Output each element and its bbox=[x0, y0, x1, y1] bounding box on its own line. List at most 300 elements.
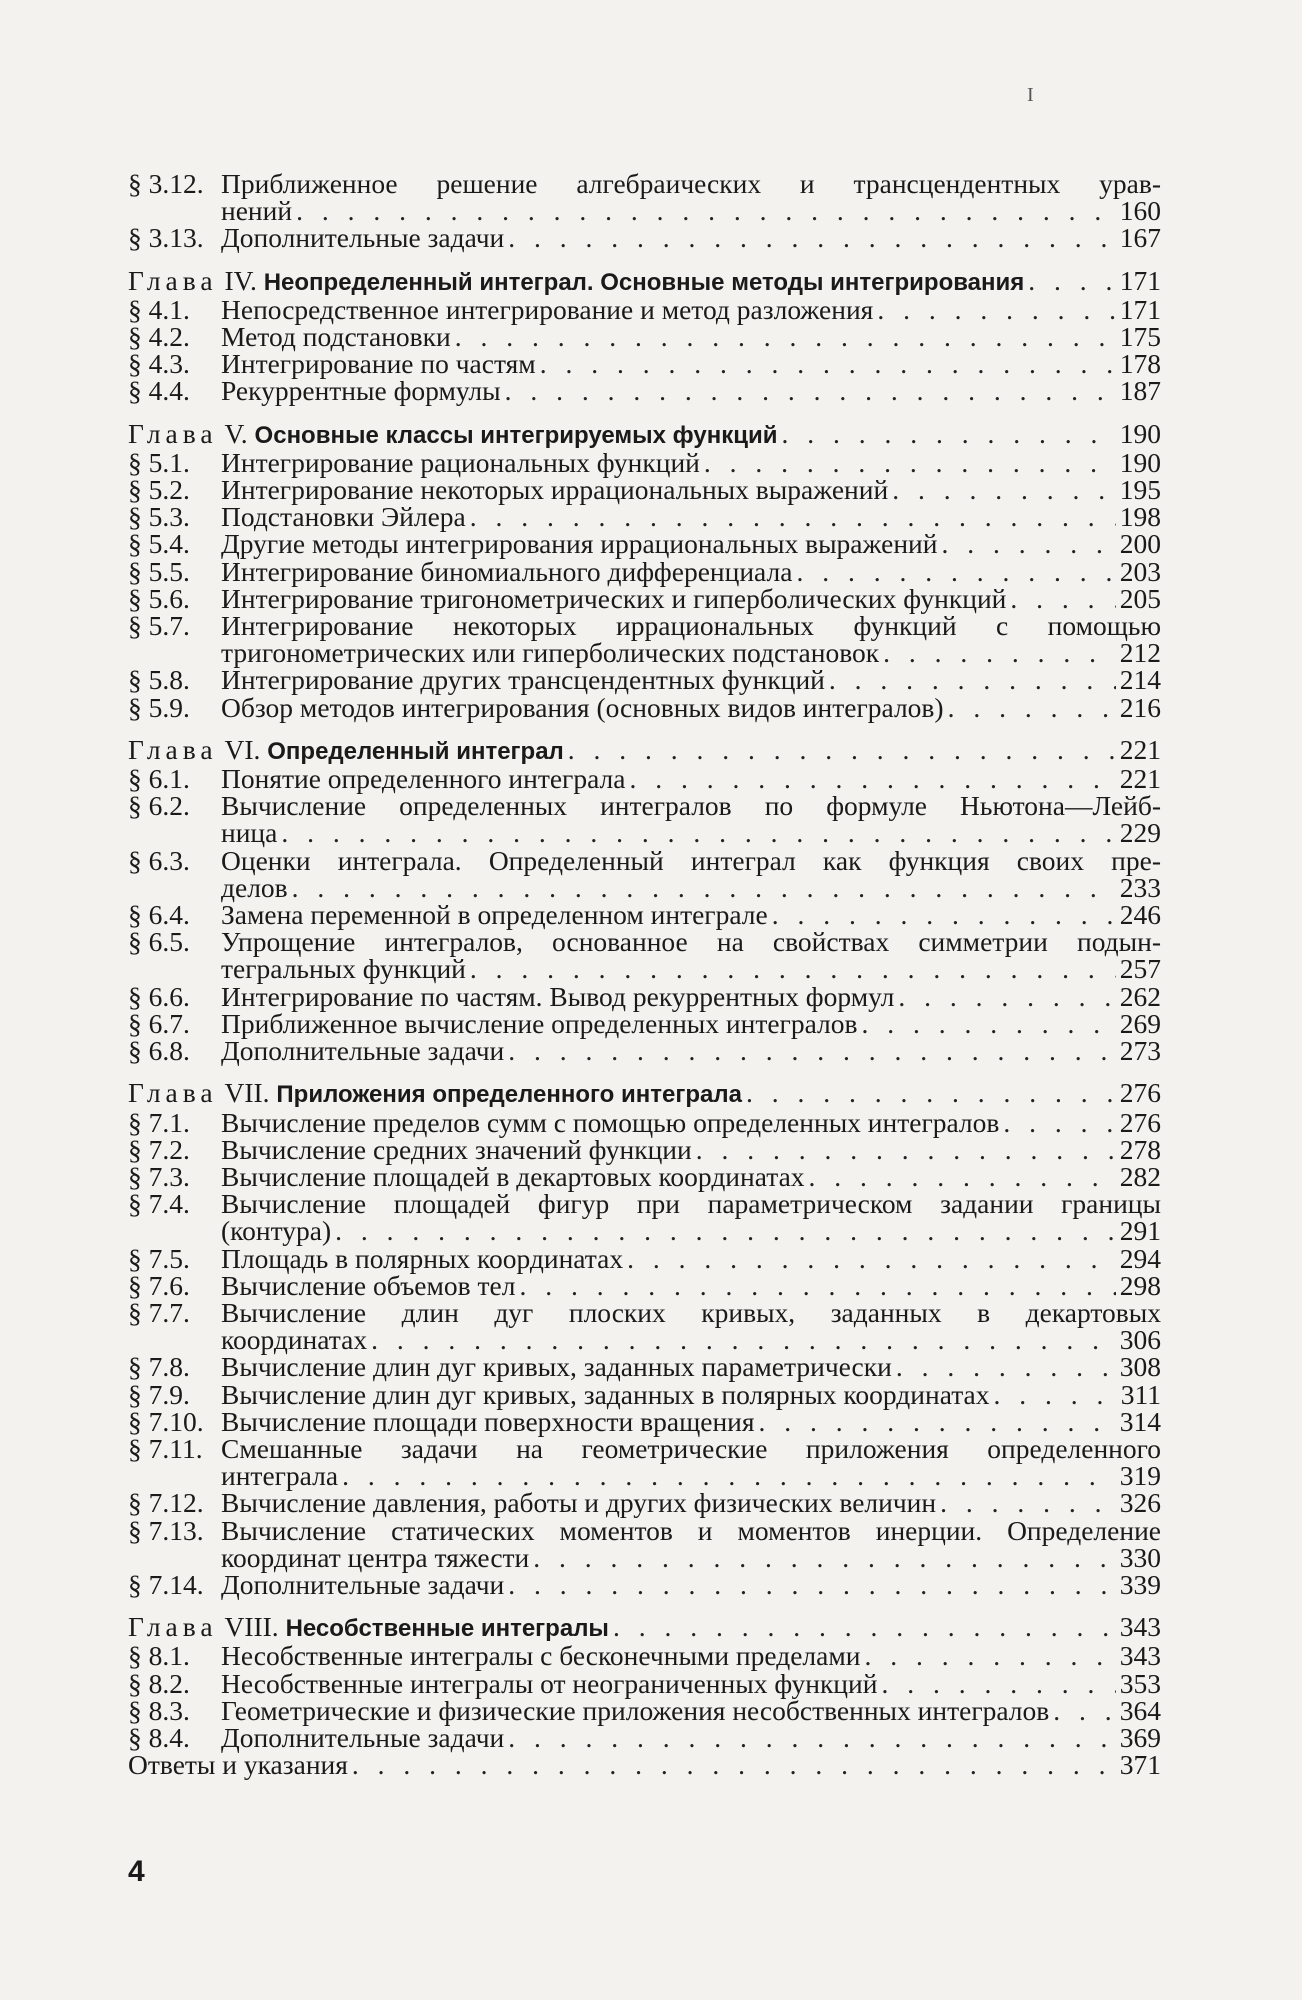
toc-entry bbox=[128, 790, 1161, 849]
answers-entry bbox=[128, 1749, 1161, 1781]
dot-leader bbox=[862, 1010, 1116, 1037]
section-body bbox=[221, 582, 1161, 614]
section-number: § 6.6. bbox=[128, 980, 190, 1012]
section-number: § 7.1. bbox=[128, 1106, 190, 1138]
toc-entry bbox=[128, 446, 1161, 478]
chapter-label: Глава bbox=[128, 1077, 218, 1109]
section-body bbox=[221, 1007, 1161, 1039]
section-line bbox=[221, 1568, 1161, 1600]
dot-leader bbox=[281, 819, 1115, 846]
section-body bbox=[221, 1269, 1161, 1301]
section-body bbox=[221, 1487, 1161, 1519]
dot-leader bbox=[940, 1489, 1116, 1516]
section-number: § 7.12. bbox=[128, 1487, 204, 1519]
section-title: Приближенное решение алгебраических и трансцендентных урав- bbox=[221, 168, 1161, 199]
section-line bbox=[221, 899, 1161, 931]
section-number: § 8.2. bbox=[128, 1667, 190, 1699]
section-body bbox=[221, 763, 1161, 795]
chapter-title-line bbox=[128, 733, 564, 765]
page-ref: 257 bbox=[1119, 953, 1161, 985]
toc-entry bbox=[128, 582, 1161, 614]
section-title: координатах bbox=[221, 1324, 368, 1356]
section-number: § 4.1. bbox=[128, 293, 190, 325]
dot-leader bbox=[292, 874, 1116, 901]
section-number: § 7.9. bbox=[128, 1378, 190, 1410]
section-body bbox=[221, 555, 1161, 587]
dot-leader bbox=[508, 1724, 1116, 1751]
section-body bbox=[221, 446, 1161, 478]
dot-leader bbox=[829, 666, 1116, 693]
toc-entry bbox=[128, 1667, 1161, 1699]
section-body bbox=[221, 1351, 1161, 1383]
section-title: Интегрирование по частям. Вывод рекуррентных формул bbox=[221, 980, 895, 1012]
section-number: § 7.8. bbox=[128, 1351, 190, 1383]
chapter-title-line bbox=[128, 1079, 742, 1108]
section-line bbox=[221, 1296, 1161, 1328]
chapter-label: Глава bbox=[128, 417, 218, 449]
toc-entry bbox=[128, 321, 1161, 353]
section-body bbox=[221, 375, 1161, 407]
section-line bbox=[221, 1378, 1161, 1410]
section-number: § 8.1. bbox=[128, 1640, 190, 1672]
chapter-heading bbox=[128, 417, 1161, 449]
toc-entry bbox=[128, 1133, 1161, 1165]
section-line bbox=[221, 555, 1161, 587]
dot-leader bbox=[1053, 1697, 1116, 1724]
toc-entry bbox=[128, 1160, 1161, 1192]
section-number: § 7.5. bbox=[128, 1242, 190, 1274]
section-title: Вычисление объемов тел bbox=[221, 1269, 516, 1301]
section-title: Интегрирование по частям bbox=[221, 348, 536, 380]
page-ref: 298 bbox=[1119, 1269, 1161, 1301]
section-body bbox=[221, 1296, 1161, 1356]
dot-leader bbox=[759, 1408, 1116, 1435]
section-title: Дополнительные задачи bbox=[221, 1721, 505, 1753]
page-ref: 319 bbox=[1119, 1460, 1161, 1492]
section-line bbox=[221, 1487, 1161, 1519]
section-line bbox=[221, 1667, 1161, 1699]
section-body bbox=[221, 1721, 1161, 1753]
page-ref: 276 bbox=[1119, 1106, 1161, 1138]
dot-leader bbox=[781, 420, 1115, 447]
page-ref: 369 bbox=[1119, 1721, 1161, 1753]
dot-leader bbox=[896, 1353, 1116, 1380]
section-title: Интегрирование других трансцендентных функций bbox=[221, 664, 825, 696]
dot-leader bbox=[296, 197, 1116, 224]
section-number: § 7.10. bbox=[128, 1405, 204, 1437]
section-number: § 7.14. bbox=[128, 1568, 204, 1600]
page-ref: 187 bbox=[1119, 375, 1161, 407]
section-number: § 8.4. bbox=[128, 1721, 190, 1753]
section-line bbox=[221, 348, 1161, 380]
answers-title: Ответы и указания bbox=[128, 1749, 348, 1781]
section-number: § 3.12. bbox=[128, 168, 204, 199]
section-line bbox=[221, 321, 1161, 353]
dot-leader bbox=[746, 1079, 1116, 1106]
section-body bbox=[221, 1667, 1161, 1699]
dot-leader bbox=[613, 1613, 1116, 1640]
toc-entry bbox=[128, 1694, 1161, 1726]
toc-entry bbox=[128, 1487, 1161, 1519]
section-line bbox=[221, 1351, 1161, 1383]
page-ref: 214 bbox=[1119, 664, 1161, 696]
section-line bbox=[221, 1721, 1161, 1753]
section-line bbox=[221, 528, 1161, 560]
section-title: Вычисление площади поверхности вращения bbox=[221, 1405, 755, 1437]
section-title: Интегрирование биномиального дифференциала bbox=[221, 555, 793, 587]
dot-leader bbox=[942, 530, 1116, 557]
toc-entry bbox=[128, 1514, 1161, 1573]
section-title: Замена переменной в определенном интеграле bbox=[221, 899, 768, 931]
section-title: Вычисление определенных интегралов по формуле Ньютона—Лейб- bbox=[221, 790, 1161, 822]
toc-entry bbox=[128, 1242, 1161, 1274]
section-body bbox=[221, 610, 1161, 669]
toc-entry bbox=[128, 528, 1161, 560]
page-ref: 171 bbox=[1119, 264, 1161, 296]
dot-leader bbox=[470, 955, 1116, 982]
section-title: Другие методы интегрирования иррациональных выражений bbox=[221, 528, 938, 560]
section-number: § 5.6. bbox=[128, 582, 190, 614]
section-number: § 5.2. bbox=[128, 474, 190, 506]
section-number: § 3.13. bbox=[128, 222, 204, 254]
page-number: 4 bbox=[128, 1855, 145, 1888]
section-body bbox=[221, 664, 1161, 696]
section-body bbox=[221, 528, 1161, 560]
section-body bbox=[221, 321, 1161, 353]
section-body bbox=[221, 1242, 1161, 1274]
page-ref: 343 bbox=[1119, 1640, 1161, 1672]
section-line bbox=[221, 1035, 1161, 1067]
page-ref: 276 bbox=[1119, 1077, 1161, 1109]
chapter-heading bbox=[128, 1613, 1161, 1642]
section-body bbox=[221, 926, 1161, 985]
section-title: Смешанные задачи на геометрические приложения определенного bbox=[221, 1432, 1161, 1464]
page-ref: 203 bbox=[1119, 555, 1161, 587]
section-line bbox=[221, 1188, 1161, 1220]
section-line bbox=[221, 474, 1161, 506]
section-body bbox=[221, 1568, 1161, 1600]
section-title: Геометрические и физические приложения несобственных интегралов bbox=[221, 1694, 1050, 1726]
section-line bbox=[221, 1007, 1161, 1039]
section-body bbox=[221, 1432, 1161, 1492]
chapter-label: Глава bbox=[128, 264, 218, 296]
section-number: § 4.2. bbox=[128, 321, 190, 353]
section-title: Вычисление площадей фигур при параметрическом задании границы bbox=[221, 1188, 1161, 1220]
section-line bbox=[221, 1324, 1161, 1356]
dot-leader bbox=[881, 1670, 1115, 1697]
dot-leader bbox=[809, 1163, 1116, 1190]
section-body bbox=[221, 1160, 1161, 1192]
dot-leader bbox=[371, 1326, 1116, 1353]
section-title: Интегрирование некоторых иррациональных функций с помощью bbox=[221, 610, 1161, 642]
page-ref: 190 bbox=[1119, 417, 1161, 449]
section-number: § 7.13. bbox=[128, 1514, 204, 1546]
page-ref: 216 bbox=[1119, 691, 1161, 723]
dot-leader bbox=[994, 1381, 1117, 1408]
dot-leader bbox=[508, 224, 1116, 251]
dot-leader bbox=[704, 449, 1116, 476]
page-ref: 205 bbox=[1119, 582, 1161, 614]
section-line bbox=[221, 691, 1161, 723]
toc-entry bbox=[128, 474, 1161, 506]
chapter-title: Неопределенный интеграл. Основные методы интегрирования bbox=[263, 268, 1025, 296]
section-body bbox=[221, 1405, 1161, 1437]
section-number: § 7.7. bbox=[128, 1296, 190, 1328]
section-body bbox=[221, 474, 1161, 506]
section-title: Интегрирование рациональных функций bbox=[221, 446, 700, 478]
page-ref: 343 bbox=[1119, 1611, 1161, 1643]
section-line bbox=[221, 1541, 1161, 1573]
chapter-title: Несобственные интегралы bbox=[285, 1615, 609, 1643]
table-of-contents bbox=[128, 168, 1161, 1781]
toc-entry bbox=[128, 1035, 1161, 1067]
section-number: § 5.9. bbox=[128, 691, 190, 723]
section-number: § 6.4. bbox=[128, 899, 190, 931]
section-body bbox=[221, 691, 1161, 723]
page-ref: 371 bbox=[1119, 1749, 1161, 1781]
section-number: § 7.2. bbox=[128, 1133, 190, 1165]
section-line bbox=[221, 1405, 1161, 1437]
toc-entry bbox=[128, 555, 1161, 587]
section-title: нений bbox=[221, 195, 293, 227]
toc-entry bbox=[128, 1296, 1161, 1356]
chapter-heading bbox=[128, 1079, 1161, 1108]
toc-entry bbox=[128, 293, 1161, 325]
dot-leader bbox=[1028, 267, 1115, 294]
toc-entry bbox=[128, 763, 1161, 795]
dot-leader bbox=[508, 1571, 1116, 1598]
toc-entry bbox=[128, 348, 1161, 380]
toc-entry bbox=[128, 1106, 1161, 1138]
page-ref: 353 bbox=[1119, 1667, 1161, 1699]
section-title: Вычисление статических моментов и моментов инерции. Определение bbox=[221, 1514, 1161, 1546]
section-title: Вычисление площадей в декартовых координатах bbox=[221, 1160, 805, 1192]
toc-entry bbox=[128, 375, 1161, 407]
dot-leader bbox=[883, 639, 1116, 666]
dot-leader bbox=[772, 901, 1116, 928]
section-line bbox=[221, 1215, 1161, 1247]
page-ref: 171 bbox=[1119, 293, 1161, 325]
chapter-title-line bbox=[128, 1613, 609, 1642]
section-line bbox=[221, 1460, 1161, 1492]
chapter-title: Основные классы интегрируемых функций bbox=[254, 421, 778, 449]
section-number: § 5.7. bbox=[128, 610, 190, 642]
section-title: Рекуррентные формулы bbox=[221, 375, 501, 407]
toc-entry bbox=[128, 899, 1161, 931]
section-body bbox=[221, 1694, 1161, 1726]
section-number: § 6.8. bbox=[128, 1035, 190, 1067]
page-ref: 200 bbox=[1119, 528, 1161, 560]
page-ref: 269 bbox=[1119, 1007, 1161, 1039]
section-number: § 5.5. bbox=[128, 555, 190, 587]
page-ref: 278 bbox=[1119, 1133, 1161, 1165]
dot-leader bbox=[568, 736, 1116, 763]
chapter-number: VIII. bbox=[224, 1611, 279, 1643]
section-title: Вычисление длин дуг кривых, заданных в полярных координатах bbox=[221, 1378, 990, 1410]
section-title: Интегрирование тригонометрических и гиперболических функций bbox=[221, 582, 1007, 614]
section-body bbox=[221, 1188, 1161, 1247]
section-body bbox=[221, 1106, 1161, 1138]
section-body bbox=[221, 899, 1161, 931]
section-title: Оценки интеграла. Определенный интеграл как функция своих пре- bbox=[221, 844, 1161, 876]
page-ref: 262 bbox=[1119, 980, 1161, 1012]
toc-entry bbox=[128, 926, 1161, 985]
section-line bbox=[221, 980, 1161, 1012]
section-line bbox=[221, 610, 1161, 642]
section-line bbox=[221, 446, 1161, 478]
section-title: Площадь в полярных координатах bbox=[221, 1242, 624, 1274]
toc-entry bbox=[128, 691, 1161, 723]
section-number: § 6.1. bbox=[128, 763, 190, 795]
section-title: Понятие определенного интеграла bbox=[221, 763, 626, 795]
toc-entry bbox=[128, 222, 1161, 254]
section-body bbox=[221, 1378, 1161, 1410]
section-line bbox=[221, 1694, 1161, 1726]
section-line bbox=[221, 375, 1161, 407]
page-mark: I bbox=[1027, 84, 1034, 106]
page-ref: 233 bbox=[1119, 871, 1161, 903]
section-body bbox=[221, 1640, 1161, 1672]
page-ref: 314 bbox=[1119, 1405, 1161, 1437]
section-title: Вычисление длин дуг кривых, заданных параметрически bbox=[221, 1351, 892, 1383]
dot-leader bbox=[898, 983, 1115, 1010]
section-number: § 7.6. bbox=[128, 1269, 190, 1301]
section-line bbox=[221, 170, 1161, 197]
section-title: Несобственные интегралы от неограниченных функций bbox=[221, 1667, 878, 1699]
section-line bbox=[221, 926, 1161, 958]
section-number: § 7.4. bbox=[128, 1188, 190, 1220]
section-number: § 5.1. bbox=[128, 446, 190, 478]
page-ref: 326 bbox=[1119, 1487, 1161, 1519]
chapter-number: V. bbox=[224, 417, 248, 449]
dot-leader bbox=[508, 1037, 1116, 1064]
toc-entry bbox=[128, 1351, 1161, 1383]
section-title: Дополнительные задачи bbox=[221, 1568, 505, 1600]
toc-entry bbox=[128, 664, 1161, 696]
page-ref: 229 bbox=[1119, 817, 1161, 849]
dot-leader bbox=[470, 503, 1116, 530]
page-ref: 167 bbox=[1119, 222, 1161, 254]
page-ref: 282 bbox=[1119, 1160, 1161, 1192]
section-number: § 7.3. bbox=[128, 1160, 190, 1192]
section-line bbox=[221, 817, 1161, 849]
section-body bbox=[221, 222, 1161, 254]
page-ref: 221 bbox=[1119, 733, 1161, 765]
section-line bbox=[221, 1160, 1161, 1192]
section-body bbox=[221, 1035, 1161, 1067]
section-title: (контура) bbox=[221, 1215, 332, 1247]
chapter-number: IV. bbox=[224, 264, 257, 296]
page-ref: 339 bbox=[1119, 1568, 1161, 1600]
dot-leader bbox=[892, 476, 1116, 503]
section-line bbox=[221, 1133, 1161, 1165]
section-number: § 6.3. bbox=[128, 844, 190, 876]
section-body bbox=[221, 348, 1161, 380]
toc-entry bbox=[128, 168, 1161, 227]
chapter-title: Приложения определенного интеграла bbox=[276, 1081, 742, 1109]
section-number: § 4.4. bbox=[128, 375, 190, 407]
section-line bbox=[221, 1269, 1161, 1301]
section-title: Приближенное вычисление определенных интегралов bbox=[221, 1007, 858, 1039]
dot-leader bbox=[696, 1136, 1116, 1163]
section-number: § 8.3. bbox=[128, 1694, 190, 1726]
dot-leader bbox=[1003, 1109, 1115, 1136]
section-number: § 5.8. bbox=[128, 664, 190, 696]
page-ref: 212 bbox=[1119, 637, 1161, 669]
page-ref: 330 bbox=[1119, 1541, 1161, 1573]
section-line bbox=[221, 501, 1161, 533]
section-title: интеграла bbox=[221, 1460, 339, 1492]
section-title: Подстановки Эйлера bbox=[221, 501, 466, 533]
toc-entry bbox=[128, 1568, 1161, 1600]
section-line bbox=[221, 1640, 1161, 1672]
section-line bbox=[221, 637, 1161, 669]
dot-leader bbox=[948, 694, 1116, 721]
section-number: § 7.11. bbox=[128, 1432, 203, 1464]
section-line bbox=[221, 1432, 1161, 1464]
section-body bbox=[221, 844, 1161, 903]
chapter-title-line bbox=[128, 264, 1025, 296]
dot-leader bbox=[455, 323, 1116, 350]
dot-leader bbox=[342, 1462, 1116, 1489]
page-ref: 178 bbox=[1119, 348, 1161, 380]
section-title: Вычисление пределов сумм с помощью определенных интегралов bbox=[221, 1106, 1000, 1138]
chapter-label: Глава bbox=[128, 733, 218, 765]
section-line bbox=[221, 1514, 1161, 1546]
page-ref: 175 bbox=[1119, 321, 1161, 353]
section-line bbox=[221, 844, 1161, 876]
section-body bbox=[221, 980, 1161, 1012]
section-body bbox=[221, 293, 1161, 325]
section-number: § 5.3. bbox=[128, 501, 190, 533]
chapter-heading bbox=[128, 264, 1161, 296]
dot-leader bbox=[864, 1642, 1115, 1669]
dot-leader bbox=[505, 377, 1116, 404]
section-title: тегральных функций bbox=[221, 953, 466, 985]
section-number: § 5.4. bbox=[128, 528, 190, 560]
section-line bbox=[221, 871, 1161, 903]
toc-entry bbox=[128, 1432, 1161, 1492]
section-line bbox=[221, 582, 1161, 614]
chapter-number: VII. bbox=[224, 1077, 270, 1109]
section-line bbox=[221, 664, 1161, 696]
section-body bbox=[221, 1514, 1161, 1573]
page-ref: 221 bbox=[1119, 763, 1161, 795]
section-title: делов bbox=[221, 871, 288, 903]
section-title: Дополнительные задачи bbox=[221, 222, 505, 254]
section-title: Вычисление давления, работы и других физических величин bbox=[221, 1487, 937, 1519]
toc-entry bbox=[128, 1269, 1161, 1301]
section-title: Непосредственное интегрирование и метод разложения bbox=[221, 293, 874, 325]
section-line bbox=[221, 790, 1161, 822]
dot-leader bbox=[335, 1217, 1116, 1244]
section-title: Вычисление средних значений функции bbox=[221, 1133, 692, 1165]
section-number: § 4.3. bbox=[128, 348, 190, 380]
page-ref: 195 bbox=[1119, 474, 1161, 506]
dot-leader bbox=[540, 350, 1116, 377]
dot-leader bbox=[533, 1544, 1115, 1571]
toc-entry bbox=[128, 1378, 1161, 1410]
page-ref: 308 bbox=[1119, 1351, 1161, 1383]
dot-leader bbox=[352, 1751, 1116, 1778]
chapter-title-line bbox=[128, 417, 778, 449]
page-ref: 291 bbox=[1119, 1215, 1161, 1247]
section-title: Интегрирование некоторых иррациональных выражений bbox=[221, 474, 889, 506]
page-ref: 190 bbox=[1119, 446, 1161, 478]
section-number: § 6.2. bbox=[128, 790, 190, 822]
section-title: ница bbox=[221, 817, 278, 849]
dot-leader bbox=[796, 558, 1115, 585]
